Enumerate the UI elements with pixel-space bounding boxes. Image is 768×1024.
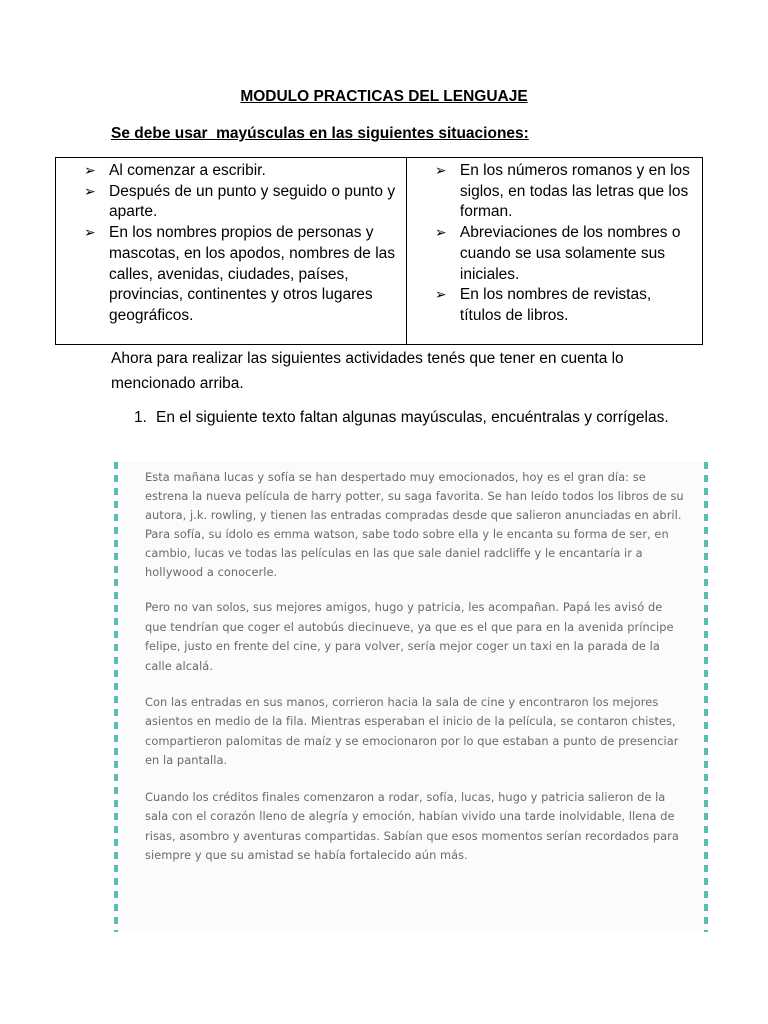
exercise-border-left [114, 462, 118, 932]
rules-list-left [84, 161, 400, 327]
document-title: MODULO PRACTICAS DEL LENGUAJE [240, 88, 528, 105]
rules-column-right [407, 158, 702, 344]
rule-item: ➢ En los nombres propios de personas y mascotas, en los apodos, nombres de las calles, avenidas, ciudades, países, provincias, continentes y otros lugares geográficos. [84, 223, 400, 327]
rule-item: ➢ Abreviaciones de los nombres o cuando se usa solamente sus iniciales. [435, 223, 696, 285]
exercise-paragraph: Cuando los créditos finales comenzaron a rodar, sofía, lucas, hugo y patricia salieron de la sala con el corazón lleno de alegría y emoción, habían vivido una tarde inolvidable, llena de risas, asombro y aventuras compartidas. Sabían que esos momentos serían recordados para siempre y que su amistad se había fortalecido aún más. [145, 789, 679, 862]
intro-paragraph: Ahora para realizar las siguientes actividades tenés que tener en cuenta lo mencionado arriba. [111, 350, 624, 392]
task-item [134, 406, 676, 430]
capitalization-rules-table [55, 157, 703, 345]
rule-item: ➢ En los números romanos y en los siglos, en todas las letras que los forman. [435, 161, 696, 223]
rule-item: ➢ En los nombres de revistas, títulos de libros. [435, 285, 696, 326]
rules-list-right [435, 161, 696, 327]
exercise-text [145, 468, 685, 882]
task-number: 1. [134, 409, 147, 426]
exercise-paragraph: Pero no van solos, sus mejores amigos, hugo y patricia, les acompañan. Papá les avisó de que tendrían que coger el autobús diecinueve, ya que es el que para en la avenida príncipe felipe, justo en frente del cine, y para volver, sería mejor coger un taxi en la parada de la calle alcalá. [145, 600, 674, 673]
exercise-paragraph: Con las entradas en sus manos, corrieron hacia la sala de cine y encontraron los mejores asientos en medio de la fila. Mientras esperaban el inicio de la película, se contaron chistes, compartieron palomitas de maíz y se emocionaron por lo que estaban a punto de presenciar en la pantalla. [145, 695, 679, 768]
exercise-border-right [704, 462, 708, 932]
rules-column-left [56, 158, 407, 344]
document-subtitle: Se debe usar mayúsculas en las siguientes situaciones: [111, 125, 529, 142]
rule-item: ➢ Después de un punto y seguido o punto y aparte. [84, 182, 400, 223]
exercise-paragraph: Esta mañana lucas y sofía se han despertado muy emocionados, hoy es el gran día: se estrena la nueva película de harry potter, su saga favorita. Se han leído todos los libros de su autora, j.k. rowling, y tienen las entradas compradas desde que salieron anunciadas en abril. Para sofía, su ídolo es emma watson, sabe todo sobre ella y le encanta su forma de ser, en cambio, lucas ve todas las películas en las que sale daniel radcliffe y le encantaría ir a hollywood a conocerle. [145, 470, 684, 579]
rule-item: ➢ Al comenzar a escribir. [84, 161, 400, 182]
task-text: En el siguiente texto faltan algunas mayúsculas, encuéntralas y corrígelas. [156, 409, 669, 426]
